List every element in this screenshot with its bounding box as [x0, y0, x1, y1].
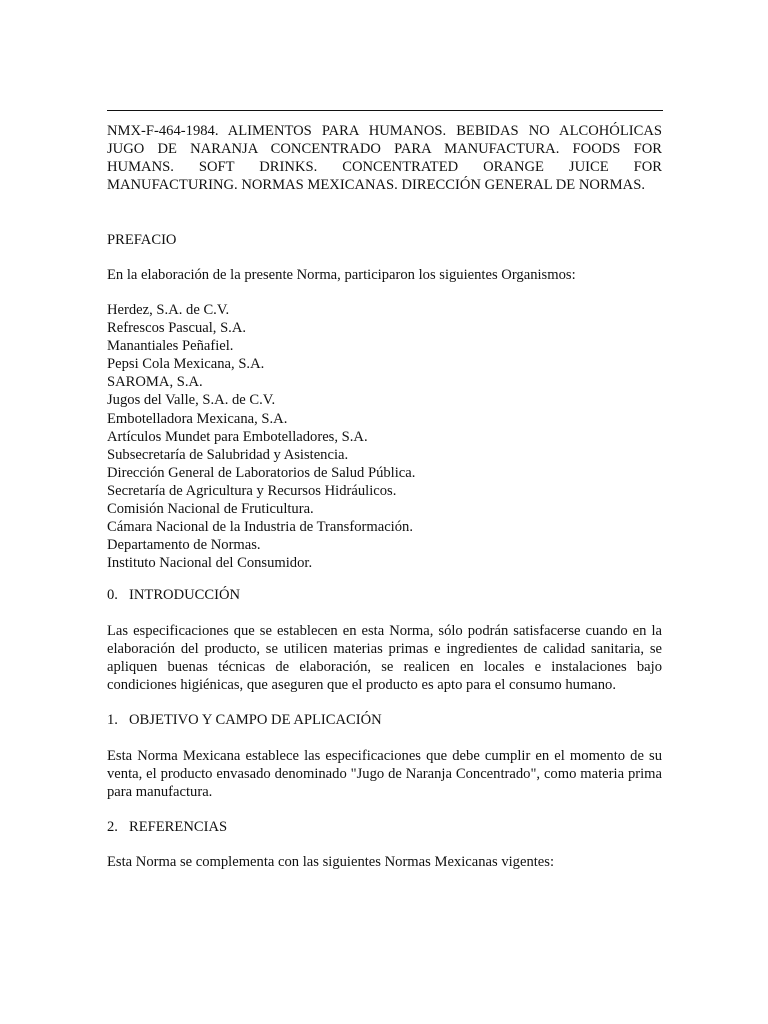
section-body-referencias: Esta Norma se complementa con las siguientes Normas Mexicanas vigentes:: [107, 854, 555, 870]
section-number: 0.: [107, 587, 118, 603]
organization-item: Dirección General de Laboratorios de Salud Pública.: [107, 464, 416, 481]
organization-item: Refrescos Pascual, S.A.: [107, 320, 247, 337]
organization-item: Jugos del Valle, S.A. de C.V.: [107, 392, 276, 409]
organization-item: Comisión Nacional de Fruticultura.: [107, 501, 314, 518]
preface-heading: PREFACIO: [107, 232, 177, 248]
organization-item: Secretaría de Agricultura y Recursos Hidráulicos.: [107, 482, 397, 499]
organization-item: Instituto Nacional del Consumidor.: [107, 555, 313, 572]
section-title: INTRODUCCIÓN: [129, 587, 241, 603]
document-title: NMX-F-464-1984. ALIMENTOS PARA HUMANOS. BEBIDAS NO ALCOHÓLICAS JUGO DE NARANJA CONCENTRADO PARA MANUFACTURA. FOODS FOR HUMANS. SOFT DRINKS. CONCENTRATED ORANGE JUICE FOR MANUFACTURING. NORMAS MEXICANAS. DIRECCIÓN GENERAL DE NORMAS.: [107, 123, 662, 193]
section-heading-introduccion: [107, 586, 662, 604]
section-body-objetivo: Esta Norma Mexicana establece las especificaciones que debe cumplir en el momento de su venta, el producto envasado denominado "Jugo de Naranja Concentrado", como materia prima para manufactura.: [107, 748, 662, 800]
section-number: 2.: [107, 819, 118, 835]
organization-item: Cámara Nacional de la Industria de Transformación.: [107, 519, 413, 536]
organization-item: Artículos Mundet para Embotelladores, S.A.: [107, 428, 368, 445]
organization-item: Embotelladora Mexicana, S.A.: [107, 410, 288, 427]
organizations-list: [107, 301, 662, 572]
section-number: 1.: [107, 712, 118, 728]
organization-item: Herdez, S.A. de C.V.: [107, 302, 230, 318]
section-title: OBJETIVO Y CAMPO DE APLICACIÓN: [129, 712, 382, 728]
section-heading-objetivo: [107, 711, 662, 729]
document-page: [107, 0, 662, 1024]
section-heading-referencias: [107, 818, 662, 836]
organization-item: Pepsi Cola Mexicana, S.A.: [107, 356, 265, 373]
section-body-introduccion: Las especificaciones que se establecen en esta Norma, sólo podrán satisfacerse cuando en la elaboración del producto, se utilicen materias primas e ingredientes de calidad sanitaria, se apliquen buenas técnicas de elaboración, se realicen en locales e instalaciones bajo condiciones higiénicas, que aseguren que el producto es apto para el consumo humano.: [107, 623, 662, 693]
participants-intro: En la elaboración de la presente Norma, participaron los siguientes Organismos:: [107, 267, 576, 283]
organization-item: Departamento de Normas.: [107, 537, 261, 554]
organization-item: SAROMA, S.A.: [107, 374, 203, 391]
section-title: REFERENCIAS: [129, 819, 228, 835]
header-rule: [107, 110, 663, 111]
organization-item: Manantiales Peñafiel.: [107, 338, 234, 355]
organization-item: Subsecretaría de Salubridad y Asistencia.: [107, 446, 349, 463]
